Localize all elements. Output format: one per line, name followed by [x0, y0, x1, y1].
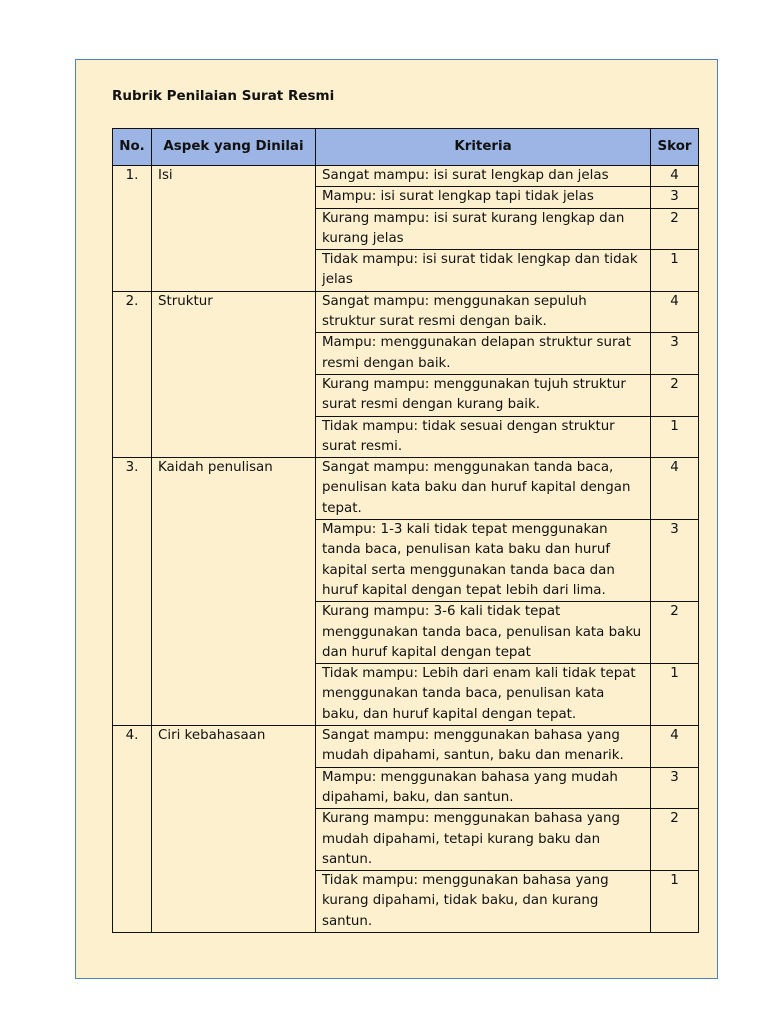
- table-row: [113, 374, 699, 416]
- aspek-cell: [152, 250, 316, 292]
- document-page: [75, 59, 718, 979]
- rubric-body: [113, 166, 699, 933]
- no-cell: [113, 767, 152, 809]
- table-header-row: [113, 129, 699, 166]
- kriteria-cell: Kurang mampu: isi surat kurang lengkap dan kurang jelas: [316, 208, 651, 250]
- kriteria-cell: Kurang mampu: menggunakan tujuh struktur surat resmi dengan kurang baik.: [316, 374, 651, 416]
- kriteria-cell: Mampu: isi surat lengkap tapi tidak jelas: [316, 187, 651, 208]
- table-row: [113, 458, 699, 520]
- kriteria-cell: Tidak mampu: Lebih dari enam kali tidak tepat menggunakan tanda baca, penulisan kata baku, dan huruf kapital dengan tepat.: [316, 664, 651, 726]
- no-cell: [113, 416, 152, 458]
- kriteria-cell: Kurang mampu: menggunakan bahasa yang mudah dipahami, tetapi kurang baku dan santun.: [316, 809, 651, 871]
- kriteria-cell: Tidak mampu: isi surat tidak lengkap dan tidak jelas: [316, 250, 651, 292]
- no-cell: 1.: [113, 166, 152, 187]
- aspek-cell: [152, 809, 316, 871]
- aspek-cell: Struktur: [152, 291, 316, 333]
- aspek-cell: [152, 520, 316, 602]
- table-row: [113, 809, 699, 871]
- skor-cell: 3: [651, 187, 699, 208]
- kriteria-cell: Tidak mampu: menggunakan bahasa yang kurang dipahami, tidak baku, dan kurang santun.: [316, 871, 651, 933]
- table-row: [113, 520, 699, 602]
- aspek-cell: [152, 208, 316, 250]
- table-row: [113, 166, 699, 187]
- skor-cell: 2: [651, 208, 699, 250]
- aspek-cell: [152, 602, 316, 664]
- table-row: [113, 602, 699, 664]
- header-kriteria: Kriteria: [316, 129, 651, 166]
- kriteria-cell: Mampu: menggunakan delapan struktur surat resmi dengan baik.: [316, 333, 651, 375]
- no-cell: 4.: [113, 726, 152, 768]
- aspek-cell: [152, 333, 316, 375]
- table-row: [113, 208, 699, 250]
- no-cell: [113, 664, 152, 726]
- no-cell: [113, 871, 152, 933]
- no-cell: [113, 602, 152, 664]
- aspek-cell: Kaidah penulisan: [152, 458, 316, 520]
- kriteria-cell: Tidak mampu: tidak sesuai dengan struktur surat resmi.: [316, 416, 651, 458]
- table-row: [113, 291, 699, 333]
- skor-cell: 2: [651, 374, 699, 416]
- skor-cell: 3: [651, 520, 699, 602]
- skor-cell: 4: [651, 166, 699, 187]
- table-row: [113, 333, 699, 375]
- no-cell: [113, 250, 152, 292]
- skor-cell: 1: [651, 250, 699, 292]
- skor-cell: 4: [651, 458, 699, 520]
- aspek-cell: Ciri kebahasaan: [152, 726, 316, 768]
- table-row: [113, 767, 699, 809]
- header-skor: Skor: [651, 129, 699, 166]
- no-cell: [113, 374, 152, 416]
- skor-cell: 4: [651, 291, 699, 333]
- table-row: [113, 726, 699, 768]
- skor-cell: 3: [651, 333, 699, 375]
- kriteria-cell: Sangat mampu: isi surat lengkap dan jelas: [316, 166, 651, 187]
- no-cell: [113, 520, 152, 602]
- skor-cell: 4: [651, 726, 699, 768]
- table-row: [113, 871, 699, 933]
- kriteria-cell: Sangat mampu: menggunakan sepuluh struktur surat resmi dengan baik.: [316, 291, 651, 333]
- aspek-cell: [152, 664, 316, 726]
- no-cell: [113, 333, 152, 375]
- skor-cell: 3: [651, 767, 699, 809]
- skor-cell: 1: [651, 416, 699, 458]
- rubric-table: [112, 128, 699, 933]
- kriteria-cell: Sangat mampu: menggunakan bahasa yang mudah dipahami, santun, baku dan menarik.: [316, 726, 651, 768]
- skor-cell: 2: [651, 602, 699, 664]
- header-no: No.: [113, 129, 152, 166]
- skor-cell: 1: [651, 664, 699, 726]
- header-aspek: Aspek yang Dinilai: [152, 129, 316, 166]
- no-cell: 2.: [113, 291, 152, 333]
- table-row: [113, 187, 699, 208]
- no-cell: 3.: [113, 458, 152, 520]
- no-cell: [113, 187, 152, 208]
- aspek-cell: [152, 767, 316, 809]
- aspek-cell: [152, 416, 316, 458]
- no-cell: [113, 208, 152, 250]
- kriteria-cell: Kurang mampu: 3-6 kali tidak tepat menggunakan tanda baca, penulisan kata baku dan huruf kapital dengan tepat: [316, 602, 651, 664]
- no-cell: [113, 809, 152, 871]
- skor-cell: 2: [651, 809, 699, 871]
- table-row: [113, 664, 699, 726]
- page-title: Rubrik Penilaian Surat Resmi: [112, 88, 335, 104]
- aspek-cell: Isi: [152, 166, 316, 187]
- skor-cell: 1: [651, 871, 699, 933]
- aspek-cell: [152, 187, 316, 208]
- aspek-cell: [152, 374, 316, 416]
- kriteria-cell: Mampu: 1-3 kali tidak tepat menggunakan tanda baca, penulisan kata baku dan huruf kapital serta menggunakan tanda baca dan huruf kapital dengan tepat lebih dari lima.: [316, 520, 651, 602]
- aspek-cell: [152, 871, 316, 933]
- table-row: [113, 250, 699, 292]
- kriteria-cell: Sangat mampu: menggunakan tanda baca, penulisan kata baku dan huruf kapital dengan tepat.: [316, 458, 651, 520]
- kriteria-cell: Mampu: menggunakan bahasa yang mudah dipahami, baku, dan santun.: [316, 767, 651, 809]
- table-row: [113, 416, 699, 458]
